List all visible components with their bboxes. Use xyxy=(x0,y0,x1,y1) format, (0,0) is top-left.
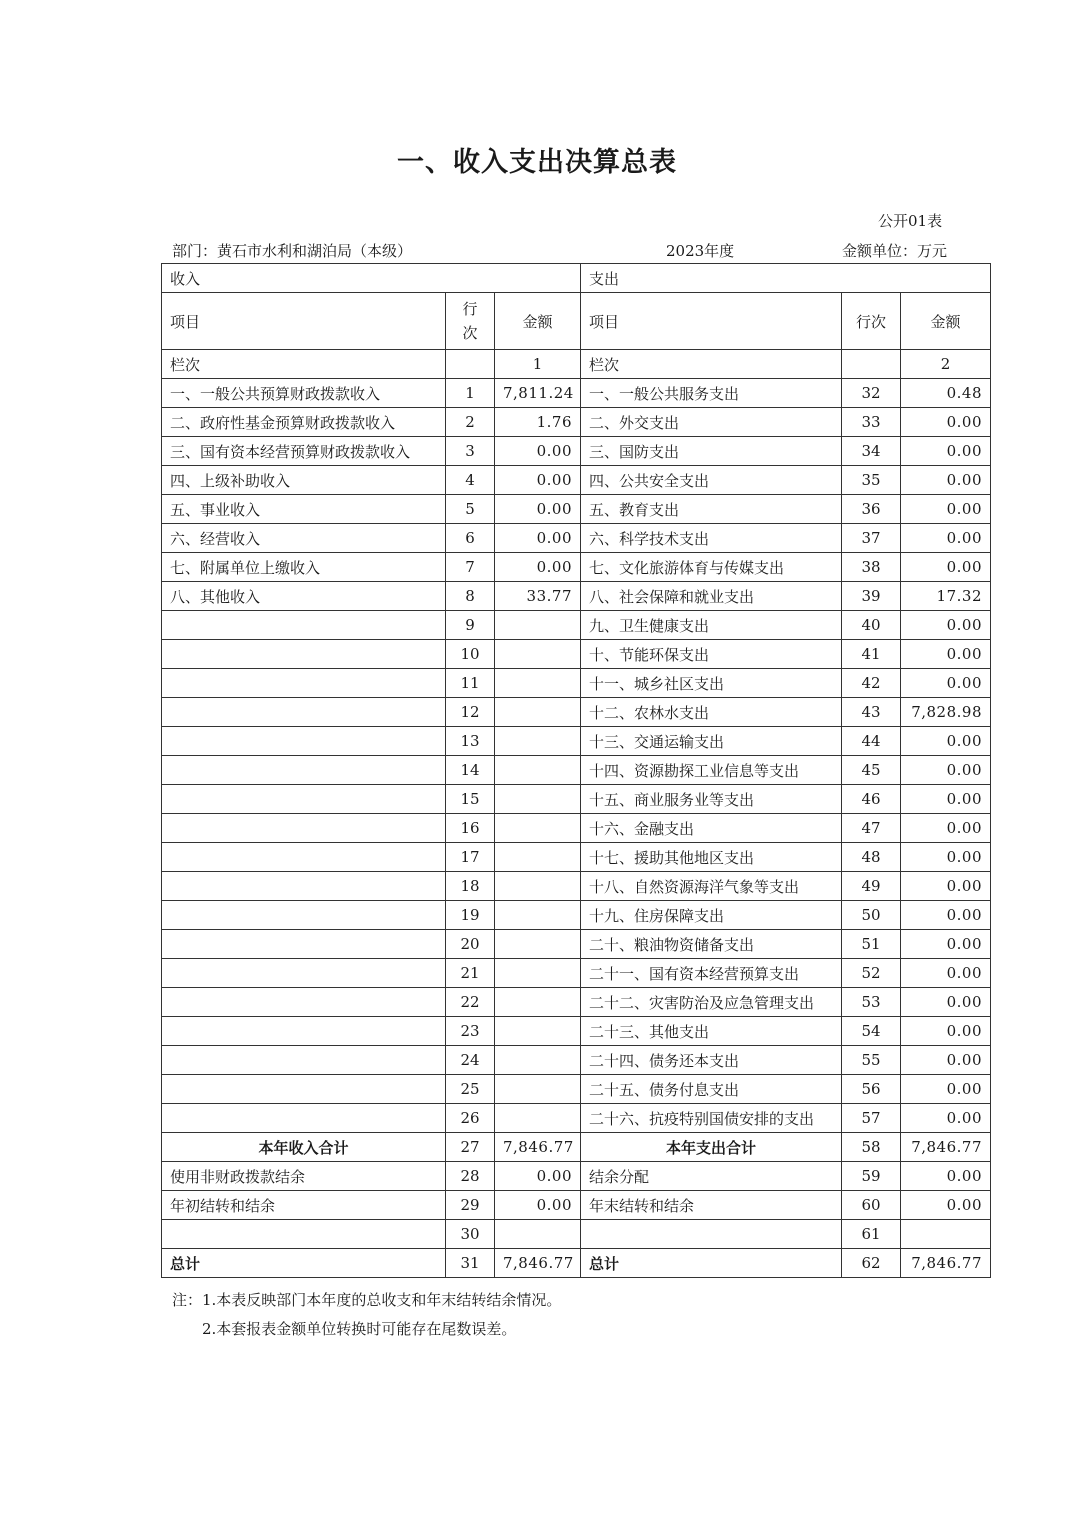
income-row-number: 3 xyxy=(446,437,495,466)
expense-amount: 0.00 xyxy=(901,437,991,466)
income-amount: 0.00 xyxy=(495,437,581,466)
income-item xyxy=(162,843,446,872)
income-item: 六、经营收入 xyxy=(162,524,446,553)
expense-row-number: 55 xyxy=(842,1046,901,1075)
expense-item-header: 项目 xyxy=(581,293,842,350)
income-row-number: 11 xyxy=(446,669,495,698)
income-amount xyxy=(495,698,581,727)
expense-item: 十七、援助其他地区支出 xyxy=(581,843,842,872)
income-row-number: 21 xyxy=(446,959,495,988)
expense-amount: 0.00 xyxy=(901,553,991,582)
income-item: 八、其他收入 xyxy=(162,582,446,611)
income-amount xyxy=(495,843,581,872)
expense-section-header: 支出 xyxy=(581,264,991,293)
expense-row-number: 62 xyxy=(842,1249,901,1278)
expense-item: 九、卫生健康支出 xyxy=(581,611,842,640)
expense-amount: 0.00 xyxy=(901,1104,991,1133)
income-item xyxy=(162,1046,446,1075)
table-row xyxy=(162,1191,991,1220)
table-row xyxy=(162,1162,991,1191)
expense-row-number: 49 xyxy=(842,872,901,901)
income-amount xyxy=(495,611,581,640)
expense-amount: 7,828.98 xyxy=(901,698,991,727)
income-row-number: 22 xyxy=(446,988,495,1017)
table-row xyxy=(162,930,991,959)
expense-item: 三、国防支出 xyxy=(581,437,842,466)
table-row xyxy=(162,611,991,640)
income-item xyxy=(162,669,446,698)
expense-row-number: 40 xyxy=(842,611,901,640)
expense-row-number: 41 xyxy=(842,640,901,669)
expense-item: 二十三、其他支出 xyxy=(581,1017,842,1046)
income-amount: 7,811.24 xyxy=(495,379,581,408)
income-amount xyxy=(495,1220,581,1249)
expense-row-number: 60 xyxy=(842,1191,901,1220)
expense-row-number: 33 xyxy=(842,408,901,437)
income-item: 五、事业收入 xyxy=(162,495,446,524)
income-item xyxy=(162,727,446,756)
income-item: 二、政府性基金预算财政拨款收入 xyxy=(162,408,446,437)
expense-item: 八、社会保障和就业支出 xyxy=(581,582,842,611)
income-row-number: 12 xyxy=(446,698,495,727)
income-amount xyxy=(495,1046,581,1075)
expense-item: 十九、住房保障支出 xyxy=(581,901,842,930)
income-row-number: 13 xyxy=(446,727,495,756)
table-row xyxy=(162,843,991,872)
income-row-number: 27 xyxy=(446,1133,495,1162)
income-item xyxy=(162,1104,446,1133)
expense-amount: 0.00 xyxy=(901,611,991,640)
expense-item: 十五、商业服务业等支出 xyxy=(581,785,842,814)
income-item xyxy=(162,698,446,727)
expense-amount: 0.00 xyxy=(901,640,991,669)
income-amount xyxy=(495,814,581,843)
expense-amount: 0.00 xyxy=(901,930,991,959)
expense-col-blank xyxy=(842,350,901,379)
form-number: 公开01表 xyxy=(878,212,943,230)
income-row-number: 8 xyxy=(446,582,495,611)
expense-amount: 0.00 xyxy=(901,1046,991,1075)
income-item xyxy=(162,959,446,988)
table-row xyxy=(162,1104,991,1133)
expense-item: 二、外交支出 xyxy=(581,408,842,437)
expense-item: 总计 xyxy=(581,1249,842,1278)
income-item xyxy=(162,901,446,930)
table-row xyxy=(162,959,991,988)
expense-row-number: 47 xyxy=(842,814,901,843)
income-item xyxy=(162,930,446,959)
expense-item: 十一、城乡社区支出 xyxy=(581,669,842,698)
income-row-number: 18 xyxy=(446,872,495,901)
page-title: 一、收入支出决算总表 xyxy=(397,147,677,178)
income-item: 一、一般公共预算财政拨款收入 xyxy=(162,379,446,408)
expense-item: 二十四、债务还本支出 xyxy=(581,1046,842,1075)
expense-item: 年末结转和结余 xyxy=(581,1191,842,1220)
table-row xyxy=(162,582,991,611)
expense-row-number: 32 xyxy=(842,379,901,408)
income-col-label: 栏次 xyxy=(162,350,446,379)
expense-amount: 0.00 xyxy=(901,843,991,872)
income-amount xyxy=(495,669,581,698)
income-row-number: 20 xyxy=(446,930,495,959)
expense-row-number: 46 xyxy=(842,785,901,814)
income-row-number: 26 xyxy=(446,1104,495,1133)
expense-item: 十四、资源勘探工业信息等支出 xyxy=(581,756,842,785)
income-amount xyxy=(495,756,581,785)
table-row xyxy=(162,901,991,930)
income-item xyxy=(162,611,446,640)
expense-item: 十六、金融支出 xyxy=(581,814,842,843)
table-row xyxy=(162,553,991,582)
expense-row-number: 51 xyxy=(842,930,901,959)
income-item: 三、国有资本经营预算财政拨款收入 xyxy=(162,437,446,466)
expense-col-index: 2 xyxy=(901,350,991,379)
expense-item xyxy=(581,1220,842,1249)
expense-amount: 0.00 xyxy=(901,727,991,756)
expense-row-number: 34 xyxy=(842,437,901,466)
expense-row-number: 36 xyxy=(842,495,901,524)
expense-amount: 0.00 xyxy=(901,524,991,553)
income-row-number: 24 xyxy=(446,1046,495,1075)
table-row xyxy=(162,379,991,408)
expense-amount: 0.00 xyxy=(901,1017,991,1046)
expense-amount: 0.00 xyxy=(901,988,991,1017)
expense-item: 七、文化旅游体育与传媒支出 xyxy=(581,553,842,582)
table-row xyxy=(162,988,991,1017)
expense-amount-header: 金额 xyxy=(901,293,991,350)
income-section-header: 收入 xyxy=(162,264,581,293)
expense-row-number: 53 xyxy=(842,988,901,1017)
rowno-header-line2: 次 xyxy=(462,324,478,342)
income-amount xyxy=(495,930,581,959)
expense-row-number: 38 xyxy=(842,553,901,582)
income-amount: 0.00 xyxy=(495,553,581,582)
income-row-number: 30 xyxy=(446,1220,495,1249)
expense-item: 十、节能环保支出 xyxy=(581,640,842,669)
expense-item: 五、教育支出 xyxy=(581,495,842,524)
income-row-number: 16 xyxy=(446,814,495,843)
expense-amount: 0.00 xyxy=(901,1191,991,1220)
expense-row-number: 43 xyxy=(842,698,901,727)
income-col-index: 1 xyxy=(495,350,581,379)
expense-row-number: 37 xyxy=(842,524,901,553)
expense-row-number: 57 xyxy=(842,1104,901,1133)
income-amount: 33.77 xyxy=(495,582,581,611)
table-row xyxy=(162,524,991,553)
income-amount-header: 金额 xyxy=(495,293,581,350)
table-row xyxy=(162,466,991,495)
expense-amount xyxy=(901,1220,991,1249)
expense-item: 二十六、抗疫特别国债安排的支出 xyxy=(581,1104,842,1133)
income-row-number: 25 xyxy=(446,1075,495,1104)
expense-row-number: 35 xyxy=(842,466,901,495)
expense-item: 二十五、债务付息支出 xyxy=(581,1075,842,1104)
expense-amount: 0.00 xyxy=(901,756,991,785)
income-amount: 0.00 xyxy=(495,466,581,495)
income-amount xyxy=(495,1075,581,1104)
table-row xyxy=(162,1017,991,1046)
income-amount: 0.00 xyxy=(495,1191,581,1220)
income-row-number: 17 xyxy=(446,843,495,872)
expense-item: 二十一、国有资本经营预算支出 xyxy=(581,959,842,988)
income-row-number: 9 xyxy=(446,611,495,640)
income-amount xyxy=(495,1104,581,1133)
expense-row-number: 42 xyxy=(842,669,901,698)
expense-row-number: 54 xyxy=(842,1017,901,1046)
income-item xyxy=(162,1220,446,1249)
table-row xyxy=(162,1220,991,1249)
expense-item: 二十二、灾害防治及应急管理支出 xyxy=(581,988,842,1017)
income-row-number: 4 xyxy=(446,466,495,495)
footnote-2: 2.本套报表金额单位转换时可能存在尾数误差。 xyxy=(202,1320,517,1338)
income-item: 本年收入合计 xyxy=(162,1133,446,1162)
table-row xyxy=(162,640,991,669)
expense-amount: 0.00 xyxy=(901,466,991,495)
expense-amount: 0.00 xyxy=(901,901,991,930)
income-expense-table xyxy=(161,263,991,1278)
fiscal-year: 2023年度 xyxy=(666,242,735,260)
income-row-number: 5 xyxy=(446,495,495,524)
table-row xyxy=(162,756,991,785)
table-row xyxy=(162,669,991,698)
income-amount: 0.00 xyxy=(495,1162,581,1191)
income-item xyxy=(162,756,446,785)
expense-row-number: 39 xyxy=(842,582,901,611)
income-amount: 7,846.77 xyxy=(495,1133,581,1162)
expense-amount: 7,846.77 xyxy=(901,1133,991,1162)
income-rowno-header xyxy=(446,293,495,350)
income-row-number: 15 xyxy=(446,785,495,814)
income-amount xyxy=(495,785,581,814)
income-item xyxy=(162,785,446,814)
table-row xyxy=(162,785,991,814)
subtotal-row xyxy=(162,1133,991,1162)
table-row xyxy=(162,1075,991,1104)
income-item: 四、上级补助收入 xyxy=(162,466,446,495)
table-row xyxy=(162,1046,991,1075)
income-row-number: 31 xyxy=(446,1249,495,1278)
income-item xyxy=(162,640,446,669)
expense-row-number: 59 xyxy=(842,1162,901,1191)
expense-row-number: 45 xyxy=(842,756,901,785)
income-item: 使用非财政拨款结余 xyxy=(162,1162,446,1191)
table-row xyxy=(162,495,991,524)
expense-item: 本年支出合计 xyxy=(581,1133,842,1162)
expense-row-number: 61 xyxy=(842,1220,901,1249)
income-row-number: 1 xyxy=(446,379,495,408)
income-item xyxy=(162,1075,446,1104)
footnote-1: 注：1.本表反映部门本年度的总收支和年末结转结余情况。 xyxy=(172,1291,562,1309)
expense-col-label: 栏次 xyxy=(581,350,842,379)
expense-row-number: 52 xyxy=(842,959,901,988)
income-amount xyxy=(495,640,581,669)
expense-amount: 0.00 xyxy=(901,814,991,843)
section-header-row xyxy=(162,264,991,293)
table-row xyxy=(162,872,991,901)
income-item xyxy=(162,1017,446,1046)
income-row-number: 23 xyxy=(446,1017,495,1046)
expense-amount: 0.00 xyxy=(901,669,991,698)
income-amount xyxy=(495,988,581,1017)
expense-amount: 0.00 xyxy=(901,959,991,988)
income-item: 七、附属单位上缴收入 xyxy=(162,553,446,582)
income-amount: 7,846.77 xyxy=(495,1249,581,1278)
income-amount: 1.76 xyxy=(495,408,581,437)
expense-item: 二十、粮油物资储备支出 xyxy=(581,930,842,959)
expense-row-number: 50 xyxy=(842,901,901,930)
expense-row-number: 44 xyxy=(842,727,901,756)
expense-amount: 0.00 xyxy=(901,495,991,524)
column-index-row xyxy=(162,350,991,379)
income-item xyxy=(162,872,446,901)
department-label: 部门：黄石市水利和湖泊局（本级） xyxy=(172,242,413,260)
expense-amount: 17.32 xyxy=(901,582,991,611)
income-row-number: 2 xyxy=(446,408,495,437)
amount-unit: 金额单位：万元 xyxy=(842,242,948,260)
income-row-number: 6 xyxy=(446,524,495,553)
expense-amount: 0.48 xyxy=(901,379,991,408)
expense-item: 十三、交通运输支出 xyxy=(581,727,842,756)
expense-row-number: 58 xyxy=(842,1133,901,1162)
income-row-number: 10 xyxy=(446,640,495,669)
income-amount: 0.00 xyxy=(495,524,581,553)
expense-item: 六、科学技术支出 xyxy=(581,524,842,553)
rowno-header-line1: 行 xyxy=(462,300,478,318)
expense-row-number: 56 xyxy=(842,1075,901,1104)
income-row-number: 14 xyxy=(446,756,495,785)
expense-amount: 0.00 xyxy=(901,872,991,901)
table-row xyxy=(162,727,991,756)
table-row xyxy=(162,437,991,466)
expense-amount: 0.00 xyxy=(901,408,991,437)
expense-item: 四、公共安全支出 xyxy=(581,466,842,495)
expense-item: 一、一般公共服务支出 xyxy=(581,379,842,408)
total-row xyxy=(162,1249,991,1278)
table-row xyxy=(162,408,991,437)
income-item: 年初结转和结余 xyxy=(162,1191,446,1220)
expense-amount: 0.00 xyxy=(901,785,991,814)
income-amount xyxy=(495,901,581,930)
income-row-number: 7 xyxy=(446,553,495,582)
income-amount xyxy=(495,959,581,988)
expense-row-number: 48 xyxy=(842,843,901,872)
income-item xyxy=(162,988,446,1017)
expense-amount: 0.00 xyxy=(901,1162,991,1191)
expense-item: 十八、自然资源海洋气象等支出 xyxy=(581,872,842,901)
income-row-number: 28 xyxy=(446,1162,495,1191)
income-item: 总计 xyxy=(162,1249,446,1278)
income-amount xyxy=(495,872,581,901)
footnotes xyxy=(172,1286,561,1344)
income-amount xyxy=(495,727,581,756)
expense-rowno-header: 行次 xyxy=(842,293,901,350)
table-row xyxy=(162,814,991,843)
column-header-row xyxy=(162,293,991,350)
expense-item: 结余分配 xyxy=(581,1162,842,1191)
income-amount xyxy=(495,1017,581,1046)
income-item-header: 项目 xyxy=(162,293,446,350)
table-row xyxy=(162,698,991,727)
income-item xyxy=(162,814,446,843)
income-row-number: 19 xyxy=(446,901,495,930)
income-amount: 0.00 xyxy=(495,495,581,524)
expense-amount: 7,846.77 xyxy=(901,1249,991,1278)
expense-item: 十二、农林水支出 xyxy=(581,698,842,727)
expense-amount: 0.00 xyxy=(901,1075,991,1104)
income-col-blank xyxy=(446,350,495,379)
income-row-number: 29 xyxy=(446,1191,495,1220)
